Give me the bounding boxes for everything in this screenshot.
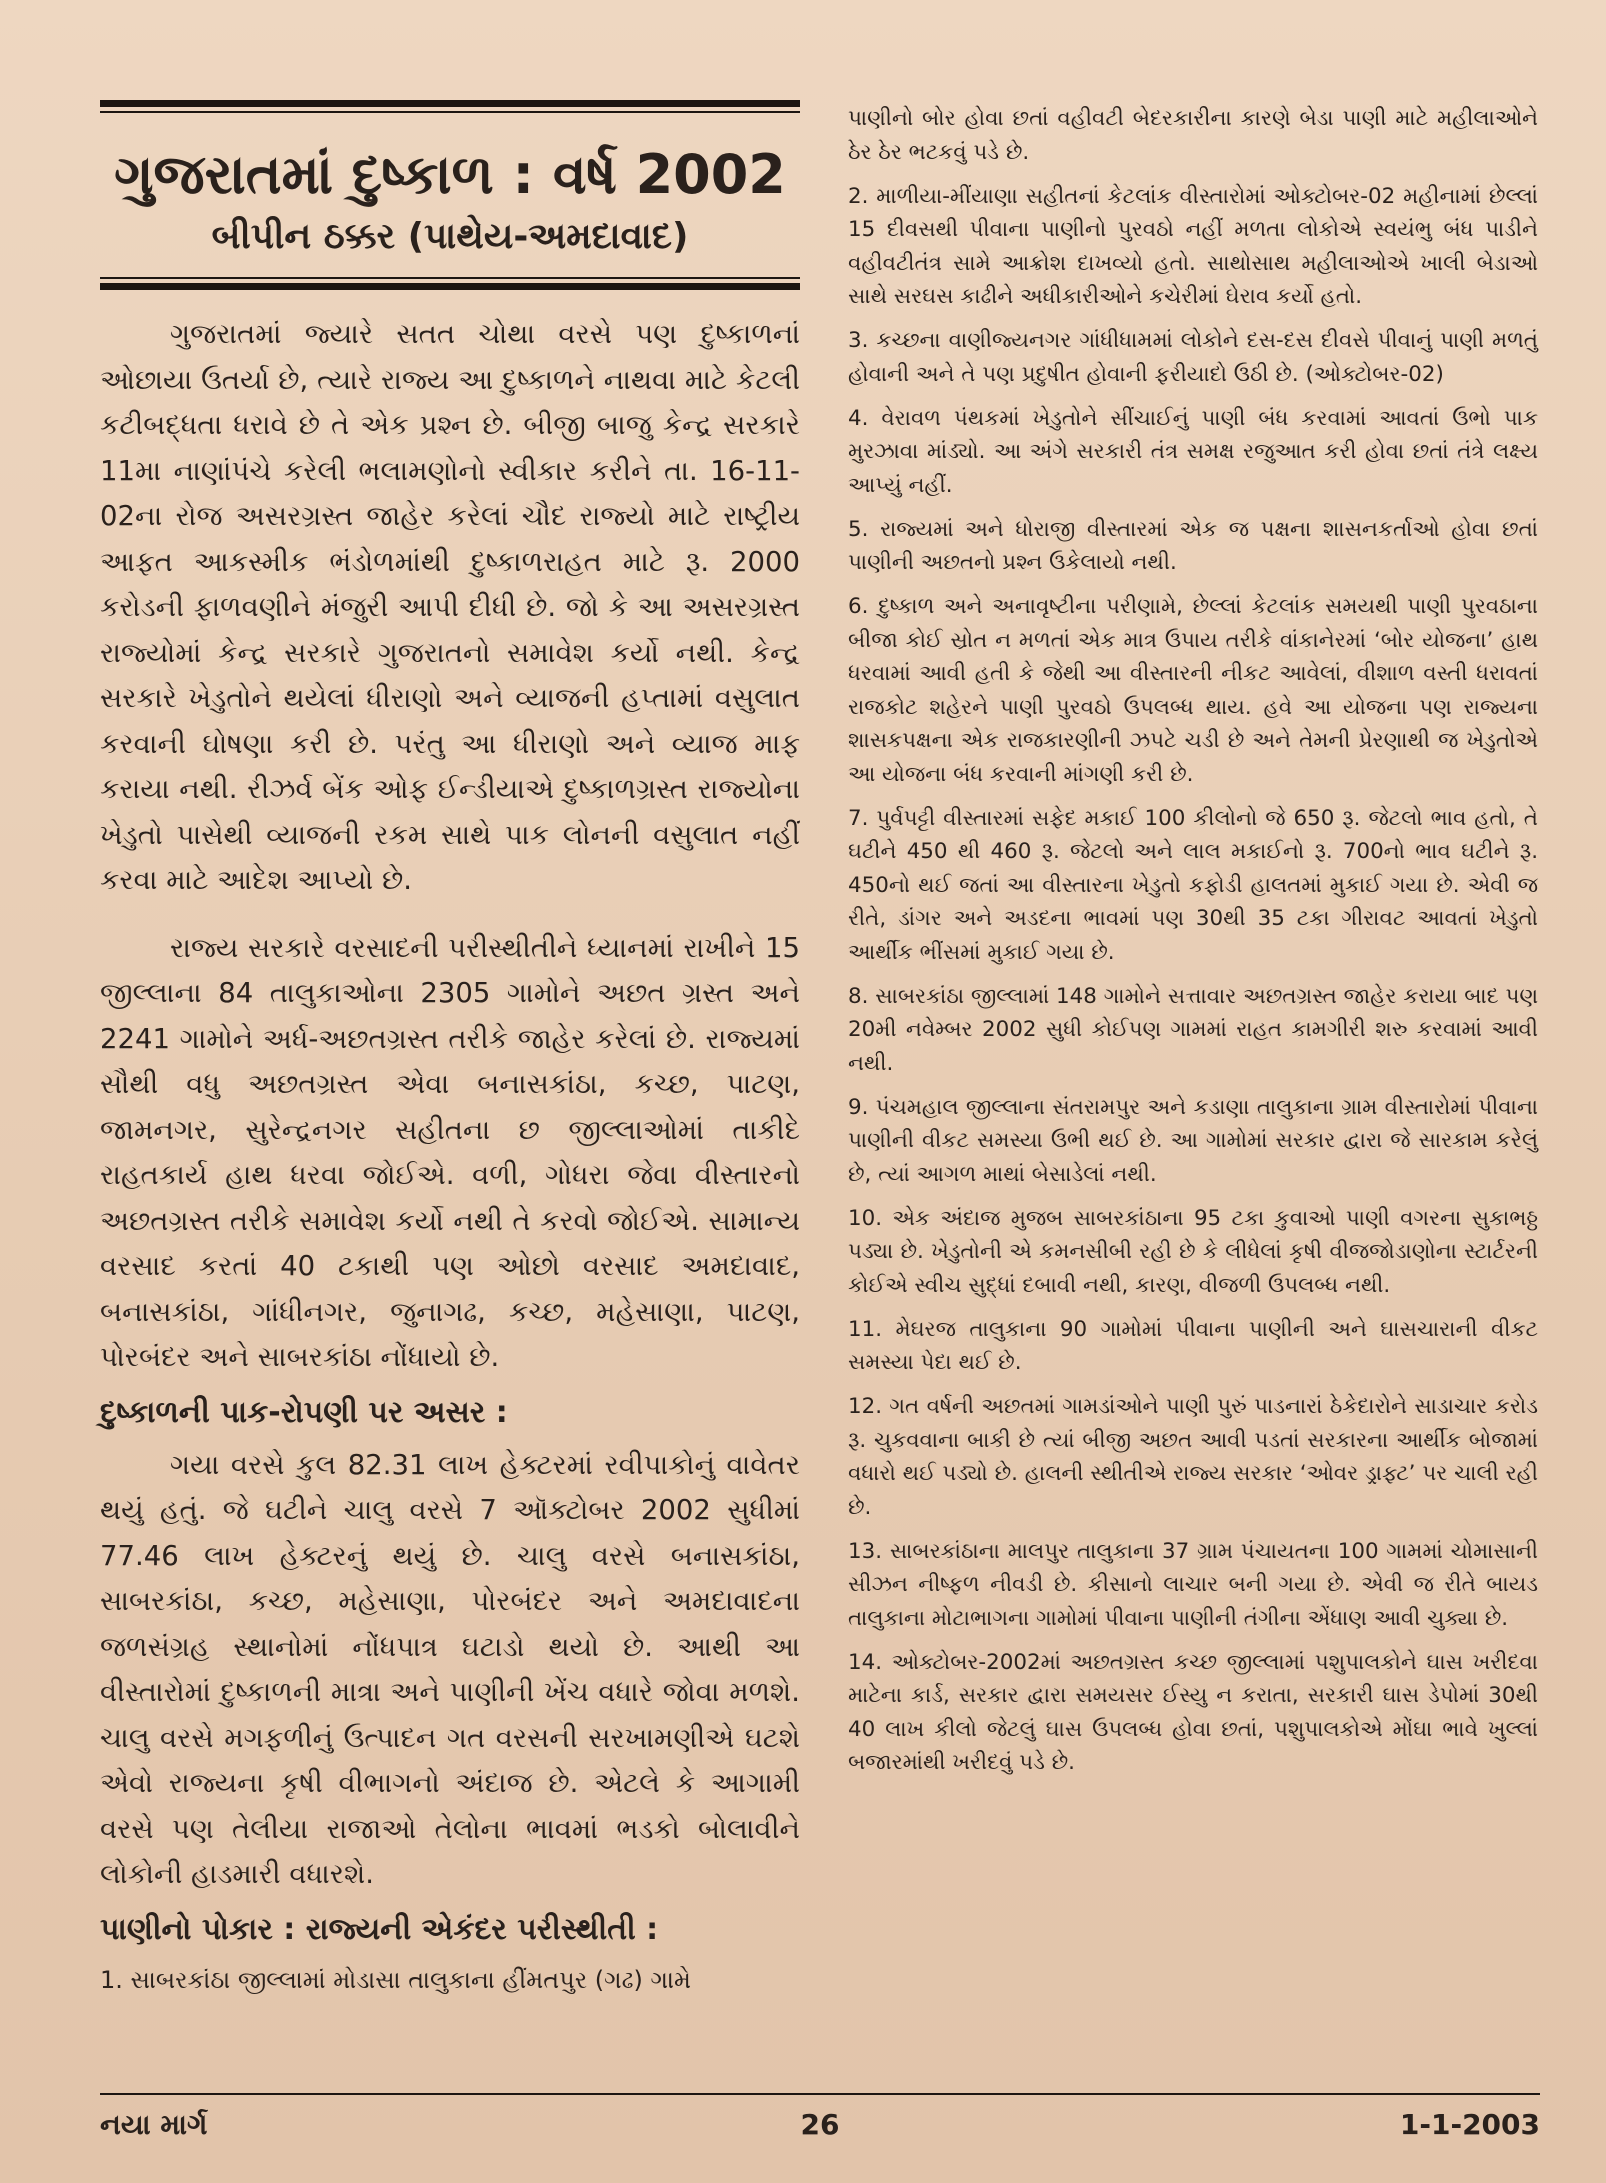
list-item-2: 2. માળીયા-મીંયાણા સહીતનાં કેટલાંક વીસ્તારોમાં ઓક્ટોબર-02 મહીનામાં છેલ્લાં 15 દીવસથી પીવાના પાણીનો પુરવઠો નહીં મળતા લોકોએ સ્વયંભુ બંધ પાડીને વહીવટીતંત્ર સામે આક્રોશ દાખવ્યો હતો. સાથોસાથ મહીલાઓએ ખાલી બેડાઓ સાથે સરઘસ કાઢીને અધીકારીઓને કચેરીમાં ઘેરાવ કર્યો હતો. bbox=[848, 183, 1538, 309]
list-item-14: 14. ઓક્ટોબર-2002માં અછતગ્રસ્ત કચ્છ જીલ્લામાં પશુપાલકોને ઘાસ ખરીદવા માટેના કાર્ડ, સરકાર દ્વારા સમયસર ઈસ્યુ ન કરાતા, સરકારી ઘાસ ડેપોમાં 30થી 40 લાખ કીલો જેટલું ઘાસ ઉપલબ્ધ હોવા છતાં, પશુપાલકોએ મોંઘા ભાવે ખુલ્લાં બજારમાંથી ખરીદવું પડે છે. bbox=[848, 1649, 1538, 1775]
list-item-10: 10. એક અંદાજ મુજબ સાબરકાંઠાના 95 ટકા કુવાઓ પાણી વગરના સુકાભઠ્ઠ પડ્યા છે. ખેડુતોની એ કમનસીબી રહી છે કે લીધેલાં કૃષી વીજજોડાણોના સ્ટાર્ટરની કોઈએ સ્વીચ સુદ્ધાં દબાવી નથી, કારણ, વીજળી ઉપલબ્ધ નથી. bbox=[848, 1205, 1538, 1298]
right-column bbox=[848, 102, 1538, 1790]
list-item-5: 5. રાજ્યમાં અને ધોરાજી વીસ્તારમાં એક જ પક્ષના શાસનકર્તાઓ હોવા છતાં પાણીની અછતનો પ્રશ્ન ઉકેલાયો નથી. bbox=[848, 516, 1538, 575]
list-item-1-start: 1. સાબરકાંઠા જીલ્લામાં મોડાસા તાલુકાના હીંમતપુર (ગઢ) ગામે bbox=[100, 1965, 691, 1994]
left-column bbox=[100, 100, 800, 2000]
list-item-12: 12. ગત વર્ષની અછતમાં ગામડાંઓને પાણી પુરું પાડનારાં ઠેકેદારોને સાડાચાર કરોડ રૂ. ચુકવવાના બાકી છે ત્યાં બીજી અછત આવી પડતાં સરકારના આર્થીક બોજામાં વધારો થઈ પડ્યો છે. હાલની સ્થીતીએ રાજ્ય સરકાર ‘ઓવર ડ્રાફ્ટ’ પર ચાલી રહી છે. bbox=[848, 1394, 1538, 1520]
list-item-13: 13. સાબરકાંઠાના માલપુર તાલુકાના 37 ગ્રામ પંચાયતના 100 ગામમાં ચોમાસાની સીઝન નીષ્ફળ નીવડી છે. કીસાનો લાચાર બની ગયા છે. એવી જ રીતે બાયડ તાલુકાના મોટાભાગના ગામોમાં પીવાના પાણીની તંગીના એંધાણ આવી ચુક્યા છે. bbox=[848, 1538, 1538, 1631]
paragraph-1: ગુજરાતમાં જ્યારે સતત ચોથા વરસે પણ દુષ્કાળનાં ઓછાયા ઉતર્યા છે, ત્યારે રાજ્ય આ દુષ્કાળને નાથવા માટે કેટલી કટીબદ્ધતા ધરાવે છે તે એક પ્રશ્ન છે. બીજી બાજુ કેન્દ્ર સરકારે 11મા નાણાંપંચે કરેલી ભલામણોનો સ્વીકાર કરીને તા. 16-11-02ના રોજ અસરગ્રસ્ત જાહેર કરેલાં ચૌદ રાજ્યો માટે રાષ્ટ્રીય આફત આકસ્મીક ભંડોળમાંથી દુષ્કાળરાહત માટે રૂ. 2000 કરોડની ફાળવણીને મંજુરી આપી દીધી છે. જો કે આ અસરગ્રસ્ત રાજ્યોમાં કેન્દ્ર સરકારે ગુજરાતનો સમાવેશ કર્યો નથી. કેન્દ્ર સરકારે ખેડુતોને થયેલાં ધીરાણો અને વ્યાજની હપ્તામાં વસુલાત કરવાની ઘોષણા કરી છે. પરંતુ આ ધીરાણો અને વ્યાજ માફ કરાયા નથી. રીઝર્વ બેંક ઓફ ઈન્ડીયાએ દુષ્કાળગ્રસ્ત રાજ્યોના ખેડુતો પાસેથી વ્યાજની રકમ સાથે પાક લોનની વસુલાત નહીં કરવા માટે આદેશ આપ્યો છે. bbox=[100, 318, 800, 896]
list-item-8: 8. સાબરકાંઠા જીલ્લામાં 148 ગામોને સત્તાવાર અછતગ્રસ્ત જાહેર કરાયા બાદ પણ 20મી નવેમ્બર 2002 સુધી કોઈપણ ગામમાં રાહત કામગીરી શરુ કરવામાં આવી નથી. bbox=[848, 983, 1538, 1076]
section-heading-water-crisis: પાણીનો પોકાર : રાજ્યની એકંદર પરીસ્થીતી : bbox=[100, 1911, 659, 1947]
title-rule-bottom bbox=[100, 283, 800, 290]
paragraph-3: ગયા વરસે કુલ 82.31 લાખ હેક્ટરમાં રવીપાકોનું વાવેતર થયું હતું. જે ઘટીને ચાલુ વરસે 7 ઑક્ટોબર 2002 સુધીમાં 77.46 લાખ હેક્ટરનું થયું છે. ચાલુ વરસે બનાસકાંઠા, સાબરકાંઠા, કચ્છ, મહેસાણા, પોરબંદર અને અમદાવાદના જળસંગ્રહ સ્થાનોમાં નોંધપાત્ર ઘટાડો થયો છે. આથી આ વીસ્તારોમાં દુષ્કાળની માત્રા અને પાણીની ખેંચ વધારે જોવા મળશે. ચાલુ વરસે મગફળીનું ઉત્પાદન ગત વરસની સરખામણીએ ઘટશે એવો રાજ્યના કૃષી વીભાગનો અંદાજ છે. એટલે કે આગામી વરસે પણ તેલીયા રાજાઓ તેલોના ભાવમાં ભડકો બોલાવીને લોકોની હાડમારી વધારશે. bbox=[100, 1448, 800, 1890]
list-item-11: 11. મેઘરજ તાલુકાના 90 ગામોમાં પીવાના પાણીની અને ઘાસચારાની વીકટ સમસ્યા પેદા થઈ છે. bbox=[848, 1316, 1538, 1375]
list-item-7: 7. પુર્વપટ્ટી વીસ્તારમાં સફેદ મકાઈ 100 કીલોનો જે 650 રૂ. જેટલો ભાવ હતો, તે ઘટીને 450 થી 460 રૂ. જેટલો અને લાલ મકાઈનો રૂ. 700નો ભાવ ઘટીને રૂ. 450નો થઈ જતાં આ વીસ્તારના ખેડુતો કફોડી હાલતમાં મુકાઈ ગયા છે. એવી જ રીતે, ડાંગર અને અડદના ભાવમાં પણ 30થી 35 ટકા ગીરાવટ આવતાં ખેડુતો આર્થીક ભીંસમાં મુકાઈ ગયા છે. bbox=[848, 805, 1538, 965]
section-heading-crop-impact: દુષ્કાળની પાક-રોપણી પર અસર : bbox=[100, 1394, 508, 1430]
list-item-6: 6. દુષ્કાળ અને અનાવૃષ્ટીના પરીણામે, છેલ્લાં કેટલાંક સમયથી પાણી પુરવઠાના બીજા કોઈ સ્રોત ન મળતાં એક માત્ર ઉપાય તરીકે વાંકાનેરમાં ‘બોર યોજના’ હાથ ધરવામાં આવી હતી કે જેથી આ વીસ્તારની નીકટ આવેલાં, વીશાળ વસ્તી ધરાવતાં રાજકોટ શહેરને પાણી પુરવઠો ઉપલબ્ધ થાય. હવે આ યોજના પણ રાજ્યના શાસકપક્ષના એક રાજકારણીની ઝપટે ચડી છે અને તેમની પ્રેરણાથી જ ખેડુતોએ આ યોજના બંધ કરવાની માંગણી કરી છે. bbox=[848, 594, 1538, 787]
page-footer bbox=[100, 2102, 1540, 2146]
title-rule-top bbox=[100, 100, 800, 107]
list-item-4: 4. વેરાવળ પંથકમાં ખેડુતોને સીંચાઈનું પાણી બંધ કરવામાં આવતાં ઉભો પાક મુરઝાવા માંડ્યો. આ અંગે સરકારી તંત્ર સમક્ષ રજુઆત કરી હોવા છતાં તંત્રે લક્ષ્ય આપ્યું નહીં. bbox=[848, 405, 1538, 498]
article-title: ગુજરાતમાં દુષ્કાળ : વર્ષ 2002 bbox=[114, 143, 786, 206]
footer-page-number: 26 bbox=[800, 2108, 840, 2141]
list-item-9: 9. પંચમહાલ જીલ્લાના સંતરામપુર અને કડાણા તાલુકાના ગ્રામ વીસ્તારોમાં પીવાના પાણીની વીકટ સમસ્યા ઉભી થઈ છે. આ ગામોમાં સરકાર દ્વારા જે સારકામ કરેલું છે, ત્યાં આગળ માથાં બેસાડેલાં નથી. bbox=[848, 1094, 1538, 1187]
article-byline: બીપીન ઠક્કર (પાથેય-અમદાવાદ) bbox=[211, 216, 689, 257]
paragraph-2: રાજ્ય સરકારે વરસાદની પરીસ્થીતીને ધ્યાનમાં રાખીને 15 જીલ્લાના 84 તાલુકાઓના 2305 ગામોને અછત ગ્રસ્ત અને 2241 ગામોને અર્ધ-અછતગ્રસ્ત તરીકે જાહેર કરેલાં છે. રાજ્યમાં સૌથી વધુ અછતગ્રસ્ત એવા બનાસકાંઠા, કચ્છ, પાટણ, જામનગર, સુરેન્દ્રનગર સહીતના છ જીલ્લાઓમાં તાકીદે રાહતકાર્ય હાથ ધરવા જોઈએ. વળી, ગોધરા જેવા વીસ્તારનો અછતગ્રસ્ત તરીકે સમાવેશ કર્યો નથી તે કરવો જોઈએ. સામાન્ય વરસાદ કરતાં 40 ટકાથી પણ ઓછો વરસાદ અમદાવાદ, બનાસકાંઠા, ગાંધીનગર, જુનાગઢ, કચ્છ, મહેસાણા, પાટણ, પોરબંદર અને સાબરકાંઠા નોંધાયો છે. bbox=[100, 931, 800, 1373]
footer-rule bbox=[100, 2093, 1540, 2095]
list-item-1-continued: પાણીનો બોર હોવા છતાં વહીવટી બેદરકારીના કારણે બેડા પાણી માટે મહીલાઓને ઠેર ઠેર ભટકવું પડે છે. bbox=[848, 106, 1538, 165]
footer-magazine-name: નયા માર્ગ bbox=[100, 2108, 208, 2141]
title-rule-top-thin bbox=[100, 111, 800, 113]
footer-date: 1-1-2003 bbox=[1399, 2108, 1540, 2141]
list-item-3: 3. કચ્છના વાણીજ્યનગર ગાંધીધામમાં લોકોને દસ-દસ દીવસે પીવાનું પાણી મળતું હોવાની અને તે પણ પ્રદુષીત હોવાની ફરીયાદો ઉઠી છે. (ઓક્ટોબર-02) bbox=[848, 328, 1538, 387]
